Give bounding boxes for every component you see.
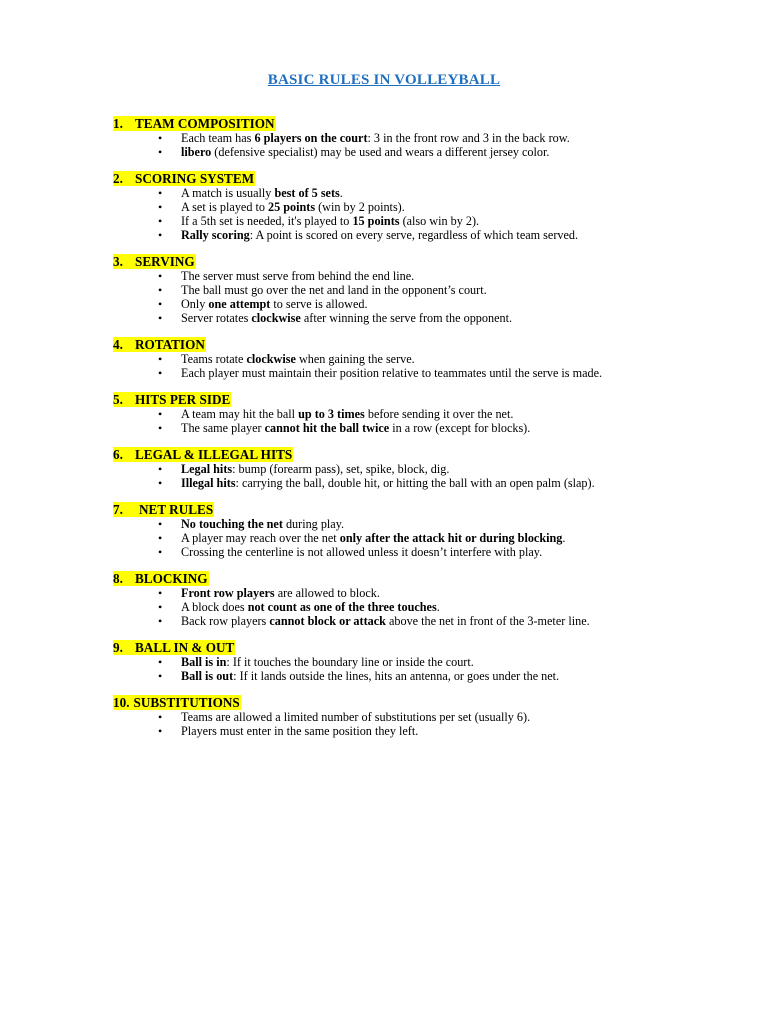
text: Crossing the centerline is not allowed unless it doesn’t interfere with play.: [181, 545, 543, 559]
highlighted-heading: [113, 337, 206, 352]
text: : bump (forearm pass), set, spike, block, dig.: [232, 462, 450, 476]
section-heading: [113, 640, 673, 655]
text: after winning the serve from the opponent.: [300, 311, 512, 325]
text: The ball must go over the net and land in the opponent’s court.: [181, 283, 487, 297]
bullet-icon: •: [158, 476, 163, 490]
rules-list: [113, 116, 673, 750]
bullet-item: [113, 655, 673, 669]
rule-section: [113, 502, 673, 559]
section-heading: [113, 695, 673, 710]
bullet-icon: •: [158, 186, 163, 200]
text: above the net in front of the 3-meter line.: [385, 614, 590, 628]
text: .: [562, 531, 566, 545]
text: Back row players: [181, 614, 270, 628]
bold-text: 15 points: [352, 214, 400, 228]
section-number: 5.: [113, 392, 123, 407]
text: Teams rotate: [181, 352, 247, 366]
highlighted-heading: [113, 392, 231, 407]
text: A team may hit the ball: [181, 407, 299, 421]
bullet-icon: •: [158, 545, 163, 559]
bold-text: clockwise: [251, 311, 301, 325]
section-heading: [113, 502, 673, 517]
bullet-icon: •: [158, 669, 163, 683]
section-heading-text: HITS PER SIDE: [135, 392, 231, 407]
bold-text: libero: [181, 145, 212, 159]
bullet-item: [113, 297, 673, 311]
bullet-item: [113, 283, 673, 297]
highlighted-heading: [113, 640, 235, 655]
section-heading-text: LEGAL & ILLEGAL HITS: [135, 447, 293, 462]
rule-section: [113, 571, 673, 628]
section-number: 2.: [113, 171, 123, 186]
bold-text: only after the attack hit or during blocking: [339, 531, 563, 545]
bullet-item: [113, 545, 673, 559]
section-heading-text: SUBSTITUTIONS: [133, 695, 240, 710]
section-heading-text: BLOCKING: [135, 571, 208, 586]
bullet-icon: •: [158, 214, 163, 228]
section-heading: [113, 254, 673, 269]
text: Server rotates: [181, 311, 252, 325]
bullet-icon: •: [158, 352, 163, 366]
bullet-list: [113, 131, 673, 159]
bullet-list: [113, 186, 673, 242]
highlighted-heading: [113, 447, 293, 462]
text: before sending it over the net.: [364, 407, 514, 421]
bullet-icon: •: [158, 614, 163, 628]
text: A set is played to: [181, 200, 268, 214]
bullet-icon: •: [158, 421, 163, 435]
section-heading-text: SERVING: [135, 254, 195, 269]
rule-section: [113, 116, 673, 159]
section-heading: [113, 571, 673, 586]
bullet-list: [113, 655, 673, 683]
bold-text: Front row players: [181, 586, 275, 600]
rule-section: [113, 392, 673, 435]
section-number: 8.: [113, 571, 123, 586]
highlighted-heading: [113, 502, 214, 517]
bullet-icon: •: [158, 600, 163, 614]
bullet-item: [113, 228, 673, 242]
highlighted-heading: [113, 571, 209, 586]
bullet-item: [113, 586, 673, 600]
rule-section: [113, 695, 673, 738]
text: Only: [181, 297, 209, 311]
bullet-item: [113, 269, 673, 283]
bold-text: Legal hits: [181, 462, 233, 476]
section-number: 7.: [113, 502, 123, 517]
section-heading-text: BALL IN & OUT: [135, 640, 235, 655]
section-heading: [113, 337, 673, 352]
text: A match is usually: [181, 186, 275, 200]
section-heading-text: TEAM COMPOSITION: [135, 116, 275, 131]
bullet-icon: •: [158, 228, 163, 242]
bullet-list: [113, 352, 673, 380]
bullet-icon: •: [158, 531, 163, 545]
bold-text: 6 players on the court: [254, 131, 368, 145]
bullet-item: [113, 600, 673, 614]
bold-text: clockwise: [246, 352, 296, 366]
text: (win by 2 points).: [315, 200, 405, 214]
bullet-item: [113, 352, 673, 366]
text: (defensive specialist) may be used and wears a different jersey color.: [211, 145, 550, 159]
bullet-item: [113, 710, 673, 724]
bullet-item: [113, 421, 673, 435]
bullet-item: [113, 724, 673, 738]
section-number: 10.: [113, 695, 130, 710]
section-number: 4.: [113, 337, 123, 352]
text: : If it lands outside the lines, hits an antenna, or goes under the net.: [233, 669, 560, 683]
bullet-item: [113, 366, 673, 380]
section-heading: [113, 116, 673, 131]
text: : carrying the ball, double hit, or hitting the ball with an open palm (slap).: [235, 476, 595, 490]
bullet-icon: •: [158, 655, 163, 669]
text: Players must enter in the same position they left.: [181, 724, 419, 738]
text: : 3 in the front row and 3 in the back row.: [367, 131, 570, 145]
section-heading-text: ROTATION: [135, 337, 205, 352]
bullet-list: [113, 462, 673, 490]
bullet-list: [113, 710, 673, 738]
section-heading-text: NET RULES: [139, 502, 214, 517]
text: .: [436, 600, 440, 614]
section-heading: [113, 171, 673, 186]
bullet-item: [113, 214, 673, 228]
bullet-icon: •: [158, 131, 163, 145]
bullet-icon: •: [158, 462, 163, 476]
bold-text: up to 3 times: [298, 407, 365, 421]
text: .: [339, 186, 343, 200]
bullet-icon: •: [158, 517, 163, 531]
text: Each team has: [181, 131, 255, 145]
section-heading: [113, 447, 673, 462]
bold-text: cannot block or attack: [269, 614, 386, 628]
highlighted-heading: [113, 254, 196, 269]
bullet-icon: •: [158, 407, 163, 421]
highlighted-heading: [113, 171, 255, 186]
bullet-item: [113, 311, 673, 325]
bullet-item: [113, 131, 673, 145]
text: during play.: [282, 517, 345, 531]
rule-section: [113, 447, 673, 490]
bullet-list: [113, 407, 673, 435]
rule-section: [113, 337, 673, 380]
section-number: 1.: [113, 116, 123, 131]
bold-text: best of 5 sets: [274, 186, 340, 200]
bullet-item: [113, 531, 673, 545]
section-heading: [113, 392, 673, 407]
highlighted-heading: [113, 695, 241, 710]
bullet-item: [113, 200, 673, 214]
bullet-item: [113, 669, 673, 683]
rule-section: [113, 254, 673, 325]
bold-text: Ball is out: [181, 669, 234, 683]
bullet-item: [113, 407, 673, 421]
bullet-icon: •: [158, 724, 163, 738]
bullet-icon: •: [158, 297, 163, 311]
bullet-icon: •: [158, 586, 163, 600]
bold-text: No touching the net: [181, 517, 283, 531]
bullet-item: [113, 614, 673, 628]
text: when gaining the serve.: [295, 352, 415, 366]
bold-text: Ball is in: [181, 655, 227, 669]
bullet-icon: •: [158, 269, 163, 283]
bullet-item: [113, 462, 673, 476]
text: A block does: [181, 600, 248, 614]
bullet-icon: •: [158, 145, 163, 159]
text: are allowed to block.: [274, 586, 380, 600]
bold-text: cannot hit the ball twice: [264, 421, 390, 435]
bullet-list: [113, 517, 673, 559]
document-title: BASIC RULES IN VOLLEYBALL: [267, 72, 501, 88]
section-heading-text: SCORING SYSTEM: [135, 171, 255, 186]
text: A player may reach over the net: [181, 531, 340, 545]
text: : A point is scored on every serve, regardless of which team served.: [249, 228, 579, 242]
section-number: 3.: [113, 254, 123, 269]
bullet-item: [113, 517, 673, 531]
bold-text: one attempt: [208, 297, 271, 311]
bold-text: 25 points: [268, 200, 316, 214]
text: Each player must maintain their position relative to teammates until the serve is made.: [181, 366, 603, 380]
bullet-item: [113, 476, 673, 490]
rule-section: [113, 171, 673, 242]
text: Teams are allowed a limited number of substitutions per set (usually 6).: [181, 710, 531, 724]
bullet-icon: •: [158, 710, 163, 724]
bullet-icon: •: [158, 200, 163, 214]
text: (also win by 2).: [399, 214, 480, 228]
bold-text: Illegal hits: [181, 476, 236, 490]
text: : If it touches the boundary line or inside the court.: [226, 655, 474, 669]
text: to serve is allowed.: [270, 297, 368, 311]
bold-text: Rally scoring: [181, 228, 250, 242]
bullet-item: [113, 186, 673, 200]
text: The server must serve from behind the end line.: [181, 269, 415, 283]
bullet-icon: •: [158, 283, 163, 297]
text: If a 5th set is needed, it's played to: [181, 214, 353, 228]
bullet-icon: •: [158, 366, 163, 380]
bullet-list: [113, 586, 673, 628]
bullet-icon: •: [158, 311, 163, 325]
bold-text: not count as one of the three touches: [247, 600, 437, 614]
text: in a row (except for blocks).: [389, 421, 531, 435]
text: The same player: [181, 421, 265, 435]
rule-section: [113, 640, 673, 683]
bullet-item: [113, 145, 673, 159]
section-number: 6.: [113, 447, 123, 462]
bullet-list: [113, 269, 673, 325]
highlighted-heading: [113, 116, 276, 131]
section-number: 9.: [113, 640, 123, 655]
